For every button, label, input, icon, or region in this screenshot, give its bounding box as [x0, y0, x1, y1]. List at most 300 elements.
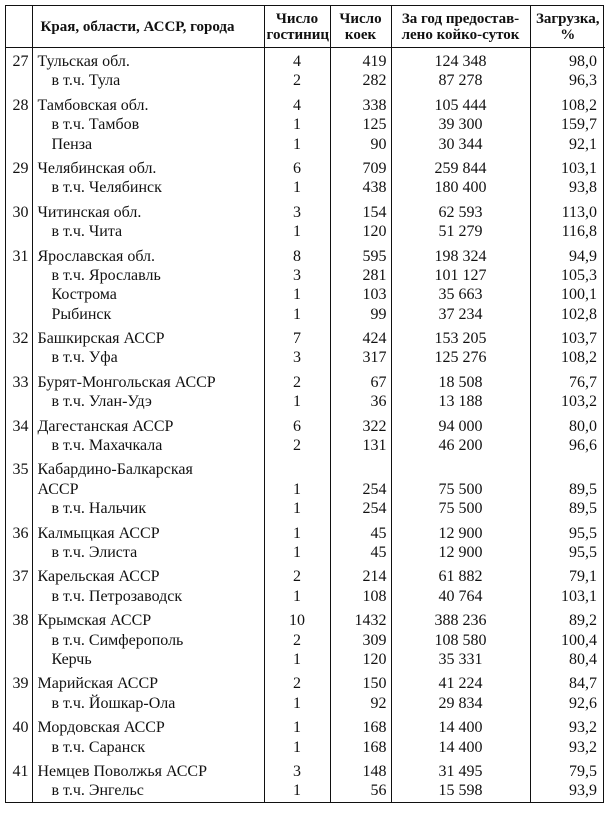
bed-days-text: 14 400: [438, 719, 483, 737]
bed-count-text: 45: [370, 543, 387, 561]
region-name: [32, 199, 264, 243]
region-number: [6, 456, 32, 519]
region-name-text: в т.ч. Чита: [51, 223, 123, 241]
region-number: [6, 243, 32, 326]
load-percent-text: 96,6: [569, 437, 597, 455]
region-name-text: в т.ч. Челябинск: [51, 179, 162, 197]
load-percent: [530, 243, 605, 326]
bed-count: [330, 92, 391, 155]
region-name-text: в т.ч. Махачкала: [51, 437, 163, 455]
hotel-count-text: 1: [293, 223, 301, 241]
table-header-row: [6, 6, 605, 48]
region-name-text: Пенза: [51, 135, 93, 153]
region-number-text: 38: [12, 612, 29, 630]
load-percent: [530, 563, 605, 607]
hotel-count: [264, 520, 330, 564]
region-name-text: Керчь: [51, 650, 92, 668]
bed-count-text: 317: [362, 349, 387, 367]
load-percent-text: 93,8: [569, 179, 597, 197]
bed-count: [330, 48, 391, 92]
load-percent: [530, 92, 605, 155]
hotel-count: [264, 369, 330, 413]
region-number-text: 32: [12, 330, 29, 348]
load-percent-text: 93,2: [569, 738, 597, 756]
table-row: [6, 563, 605, 607]
table-row: [6, 670, 605, 714]
region-name: [32, 155, 264, 199]
bed-count-text: 154: [362, 203, 387, 221]
bed-days-text: 12 900: [438, 543, 483, 561]
load-percent-text: 103,1: [561, 587, 597, 605]
bed-count-text: 131: [362, 437, 387, 455]
load-percent-text: 159,7: [561, 116, 597, 134]
bed-count-text: 424: [362, 330, 387, 348]
bed-days: [391, 48, 530, 92]
region-number: [6, 155, 32, 199]
load-percent: [530, 714, 605, 758]
bed-count-text: 150: [362, 675, 387, 693]
region-number: [6, 92, 32, 155]
region-name-text: Рыбинск: [51, 305, 112, 323]
load-percent-text: 96,3: [569, 72, 597, 90]
bed-count-text: 254: [362, 480, 387, 498]
load-percent: [530, 369, 605, 413]
bed-days-text: 388 236: [434, 612, 487, 630]
region-name: [32, 520, 264, 564]
load-percent-text: 84,7: [569, 675, 597, 693]
load-percent-text: 92,1: [569, 135, 597, 153]
load-percent-text: 94,9: [569, 247, 597, 265]
load-percent-text: 116,8: [561, 223, 597, 241]
hotel-count-text: 1: [293, 305, 301, 323]
hotel-count-text: 2: [293, 72, 301, 90]
load-percent-text: 95,5: [569, 543, 597, 561]
hotel-count: [264, 92, 330, 155]
region-number-text: 30: [12, 203, 29, 221]
region-name-text: Калмыцкая АССР: [37, 524, 160, 542]
load-percent-text: 102,8: [561, 305, 597, 323]
bed-days-text: 18 508: [438, 373, 483, 391]
hotel-count-text: 1: [293, 587, 301, 605]
hotel-count-text: 1: [293, 500, 301, 518]
region-name: [32, 325, 264, 369]
bed-days-text: 51 279: [438, 223, 483, 241]
bed-count: [330, 670, 391, 714]
bed-count-text: 254: [362, 500, 387, 518]
load-percent-text: 103,1: [561, 159, 597, 177]
bed-days-text: 101 127: [434, 266, 487, 284]
load-percent-text: 108,2: [561, 349, 597, 367]
bed-days-text: 87 278: [438, 72, 483, 90]
region-name-text: в т.ч. Нальчик: [51, 500, 147, 518]
region-name-text: Тамбовская обл.: [37, 96, 149, 114]
load-percent-text: 79,1: [569, 568, 597, 586]
bed-days-text: 35 331: [438, 650, 483, 668]
region-number: [6, 670, 32, 714]
hotel-count-text: 6: [293, 159, 301, 177]
load-percent-text: 100,4: [561, 631, 597, 649]
region-name-text: Карельская АССР: [37, 568, 160, 586]
hotel-count-text: 3: [293, 349, 301, 367]
bed-days-text: 15 598: [438, 782, 483, 800]
load-percent: [530, 413, 605, 457]
bed-days-text: 31 495: [438, 762, 483, 780]
hotel-count: [264, 243, 330, 326]
bed-days-text: 29 834: [438, 694, 483, 712]
load-percent: [530, 155, 605, 199]
load-percent-text: 89,2: [569, 612, 597, 630]
region-name-text: в т.ч. Энгельс: [51, 782, 144, 800]
region-name-text: Читинская обл.: [37, 203, 142, 221]
bed-count-text: 56: [370, 782, 387, 800]
table-row: [6, 456, 605, 519]
region-number-text: 33: [12, 373, 29, 391]
hotel-count-text: 7: [293, 330, 301, 348]
hotel-count-text: 1: [293, 286, 301, 304]
hotel-count-text: 3: [293, 266, 301, 284]
table-row: [6, 199, 605, 243]
region-name-text: Башкирская АССР: [37, 330, 165, 348]
load-percent-text: 79,5: [569, 762, 597, 780]
bed-count-text: 168: [362, 719, 387, 737]
hotel-count-text: 2: [293, 675, 301, 693]
region-number: [6, 199, 32, 243]
region-number: [6, 369, 32, 413]
bed-days: [391, 325, 530, 369]
hotel-count: [264, 607, 330, 670]
bed-count-text: 45: [370, 524, 387, 542]
bed-count-text: 92: [370, 694, 387, 712]
load-percent: [530, 520, 605, 564]
load-percent-text: 103,2: [561, 393, 597, 411]
load-percent-text: 92,6: [569, 694, 597, 712]
spacer: [265, 460, 330, 479]
bed-days: [391, 607, 530, 670]
bed-count-text: 90: [370, 135, 387, 153]
table-row: [6, 92, 605, 155]
region-number-text: 31: [12, 247, 29, 265]
hotel-count-text: 1: [293, 694, 301, 712]
bed-count-text: 438: [362, 179, 387, 197]
header-num: [6, 6, 32, 48]
bed-days-text: 259 844: [434, 159, 487, 177]
load-percent: [530, 325, 605, 369]
hotel-count-text: 2: [293, 568, 301, 586]
header-name: Края, области, АССР, города: [32, 6, 264, 48]
hotel-count-text: 1: [293, 116, 301, 134]
region-name: [32, 563, 264, 607]
load-percent-text: 76,7: [569, 373, 597, 391]
bed-count-text: 36: [370, 393, 387, 411]
region-name: [32, 243, 264, 326]
table-row: [6, 48, 605, 92]
hotel-count: [264, 48, 330, 92]
region-name-text: в т.ч. Тула: [51, 72, 121, 90]
region-name-text: в т.ч. Симферополь: [51, 631, 184, 649]
region-name-text: Мордовская АССР: [37, 719, 165, 737]
table-body: [6, 48, 605, 802]
bed-count-text: 709: [362, 159, 387, 177]
bed-days-text: 94 000: [438, 417, 483, 435]
hotel-count: [264, 563, 330, 607]
hotel-count: [264, 670, 330, 714]
region-name-text: Челябинская обл.: [37, 159, 157, 177]
region-number-text: 36: [12, 524, 29, 542]
bed-days-text: 40 764: [438, 587, 483, 605]
bed-count: [330, 456, 391, 519]
region-name-text: в т.ч. Тамбов: [51, 116, 140, 134]
bed-days-text: 75 500: [438, 480, 483, 498]
region-name: [32, 456, 264, 519]
hotel-count-text: 6: [293, 417, 301, 435]
load-percent-text: 105,3: [561, 266, 597, 284]
region-name-text: в т.ч. Йошкар-Ола: [51, 694, 176, 712]
table-row: [6, 413, 605, 457]
bed-days: [391, 413, 530, 457]
table-row: [6, 369, 605, 413]
hotel-count: [264, 456, 330, 519]
load-percent-text: 98,0: [569, 53, 597, 70]
bed-days-text: 37 234: [438, 305, 483, 323]
table-row: [6, 520, 605, 564]
hotel-count-text: 4: [293, 53, 301, 70]
hotel-count: [264, 155, 330, 199]
header-days: За год предостав-лено койко-суток: [391, 6, 530, 48]
bed-count: [330, 563, 391, 607]
region-name-text: в т.ч. Улан-Удэ: [51, 393, 152, 411]
region-number-text: 41: [12, 762, 29, 780]
bed-days: [391, 670, 530, 714]
load-percent-text: 89,5: [569, 500, 597, 518]
bed-days-text: 30 344: [438, 135, 483, 153]
region-name: [32, 670, 264, 714]
region-name-text: Кабардино-Балкарская: [37, 461, 193, 479]
region-name: [32, 607, 264, 670]
bed-days-text: 180 400: [434, 179, 487, 197]
bed-count: [330, 325, 391, 369]
bed-count: [330, 413, 391, 457]
region-number: [6, 714, 32, 758]
load-percent-text: 93,9: [569, 782, 597, 800]
region-number: [6, 758, 32, 802]
table-row: [6, 758, 605, 802]
hotel-count-text: 10: [289, 612, 305, 630]
region-number-text: 40: [12, 719, 29, 737]
bed-days: [391, 758, 530, 802]
hotel-count-text: 1: [293, 135, 301, 153]
hotel-count-text: 1: [293, 650, 301, 668]
bed-count-text: 168: [362, 738, 387, 756]
region-name-text: Марийская АССР: [37, 675, 159, 693]
region-name-text: Тульская обл.: [37, 53, 130, 70]
hotel-count-text: 4: [293, 96, 301, 114]
bed-count-text: 282: [362, 72, 387, 90]
bed-days-text: 13 188: [438, 393, 483, 411]
region-name-text-cont: АССР: [37, 480, 79, 498]
region-name-text: Дагестанская АССР: [37, 417, 174, 435]
load-percent-text: 80,0: [569, 417, 597, 435]
region-name: [32, 369, 264, 413]
bed-days-text: 61 882: [438, 568, 483, 586]
bed-days-text: 153 205: [434, 330, 487, 348]
region-number: [6, 413, 32, 457]
hotel-count: [264, 199, 330, 243]
hotel-count-text: 2: [293, 437, 301, 455]
load-percent: [530, 758, 605, 802]
region-number-text: 34: [12, 417, 29, 435]
region-number-text: 39: [12, 675, 29, 693]
load-percent-text: 103,7: [561, 330, 597, 348]
region-number: [6, 48, 32, 92]
load-percent-text: 95,5: [569, 524, 597, 542]
bed-count: [330, 155, 391, 199]
hotel-count-text: 1: [293, 393, 301, 411]
bed-count: [330, 243, 391, 326]
hotel-count-text: 2: [293, 373, 301, 391]
bed-days: [391, 92, 530, 155]
bed-days: [391, 243, 530, 326]
load-percent: [530, 48, 605, 92]
bed-days-text: 14 400: [438, 738, 483, 756]
hotel-count-text: 1: [293, 524, 301, 542]
region-name: [32, 714, 264, 758]
bed-count-text: 67: [370, 373, 387, 391]
load-percent: [530, 456, 605, 519]
hotel-count-text: 1: [293, 719, 301, 737]
bed-days-text: 62 593: [438, 203, 483, 221]
bed-count-text: 99: [370, 305, 387, 323]
header-beds: Число коек: [330, 6, 391, 48]
bed-count-text: 281: [362, 266, 387, 284]
header-hotels: Число гостиниц: [264, 6, 330, 48]
region-name-text: Немцев Поволжья АССР: [37, 762, 207, 780]
load-percent-text: 113,0: [561, 203, 597, 221]
bed-days: [391, 155, 530, 199]
spacer: [531, 460, 598, 479]
load-percent-text: 100,1: [561, 286, 597, 304]
hotel-count: [264, 758, 330, 802]
bed-days-text: 105 444: [434, 96, 487, 114]
region-name: [32, 413, 264, 457]
bed-count-text: 595: [362, 247, 387, 265]
region-name-text: в т.ч. Уфа: [51, 349, 118, 367]
region-name-text: Ярославская обл.: [37, 247, 156, 265]
region-number-text: 35: [12, 461, 29, 479]
region-name-text: в т.ч. Ярославль: [51, 266, 161, 284]
load-percent: [530, 199, 605, 243]
bed-days-text: 12 900: [438, 524, 483, 542]
bed-count-text: 120: [362, 223, 387, 241]
load-percent-text: 89,5: [569, 480, 597, 498]
bed-count: [330, 714, 391, 758]
bed-days: [391, 369, 530, 413]
bed-count-text: 419: [362, 53, 387, 70]
bed-days-text: 41 224: [438, 675, 483, 693]
hotel-count-text: 1: [293, 782, 301, 800]
table-row: [6, 243, 605, 326]
load-percent-text: 108,2: [561, 96, 597, 114]
bed-count-text: 125: [362, 116, 387, 134]
bed-count-text: 338: [362, 96, 387, 114]
region-name-text: Кострома: [51, 286, 117, 304]
bed-days-text: 108 580: [434, 631, 487, 649]
bed-count-text: 1432: [354, 612, 387, 630]
bed-days: [391, 520, 530, 564]
hotel-count: [264, 413, 330, 457]
region-number-text: 28: [12, 96, 29, 114]
load-percent: [530, 670, 605, 714]
bed-count: [330, 758, 391, 802]
bed-count-text: 120: [362, 650, 387, 668]
hotel-count-text: 1: [293, 179, 301, 197]
table-row: [6, 607, 605, 670]
hotel-count-text: 1: [293, 543, 301, 561]
bed-days: [391, 199, 530, 243]
bed-count-text: 148: [362, 762, 387, 780]
bed-days-text: 39 300: [438, 116, 483, 134]
bed-count: [330, 607, 391, 670]
bed-count-text: 214: [362, 568, 387, 586]
bed-days-text: 198 324: [434, 247, 487, 265]
bed-count-text: 103: [362, 286, 387, 304]
hotel-count-text: 3: [293, 762, 301, 780]
bed-days-text: 75 500: [438, 500, 483, 518]
region-name-text: в т.ч. Петрозаводск: [51, 587, 183, 605]
table-row: [6, 155, 605, 199]
region-name: [32, 758, 264, 802]
load-percent-text: 80,4: [569, 650, 597, 668]
bed-count: [330, 199, 391, 243]
header-load: Загрузка, %: [530, 6, 605, 48]
load-percent: [530, 607, 605, 670]
hotel-count: [264, 325, 330, 369]
bed-days: [391, 456, 530, 519]
region-name-text: в т.ч. Элиста: [51, 543, 138, 561]
hotel-count-text: 2: [293, 631, 301, 649]
hotel-count: [264, 714, 330, 758]
region-name-text: в т.ч. Саранск: [51, 738, 146, 756]
hotel-count-text: 3: [293, 203, 301, 221]
bed-days: [391, 563, 530, 607]
region-name: [32, 92, 264, 155]
load-percent-text: 93,2: [569, 719, 597, 737]
region-number: [6, 325, 32, 369]
bed-count: [330, 520, 391, 564]
region-number: [6, 520, 32, 564]
bed-days: [391, 714, 530, 758]
hotel-statistics-table: [5, 5, 604, 803]
table-row: [6, 325, 605, 369]
region-number-text: 27: [12, 53, 29, 70]
bed-count-text: 322: [362, 417, 387, 435]
region-name: [32, 48, 264, 92]
hotel-count-text: 1: [293, 480, 301, 498]
bed-days-text: 46 200: [438, 437, 483, 455]
bed-days-text: 35 663: [438, 286, 483, 304]
region-name-text: Бурят-Монгольская АССР: [37, 373, 216, 391]
region-number: [6, 563, 32, 607]
spacer: [331, 460, 387, 479]
region-number: [6, 607, 32, 670]
hotel-count-text: 8: [293, 247, 301, 265]
bed-days-text: 124 348: [434, 53, 487, 70]
bed-days-text: 125 276: [434, 349, 487, 367]
bed-count-text: 309: [362, 631, 387, 649]
spacer: [392, 460, 530, 479]
region-number-text: 37: [12, 568, 29, 586]
region-number-text: 29: [12, 159, 29, 177]
bed-count-text: 108: [362, 587, 387, 605]
